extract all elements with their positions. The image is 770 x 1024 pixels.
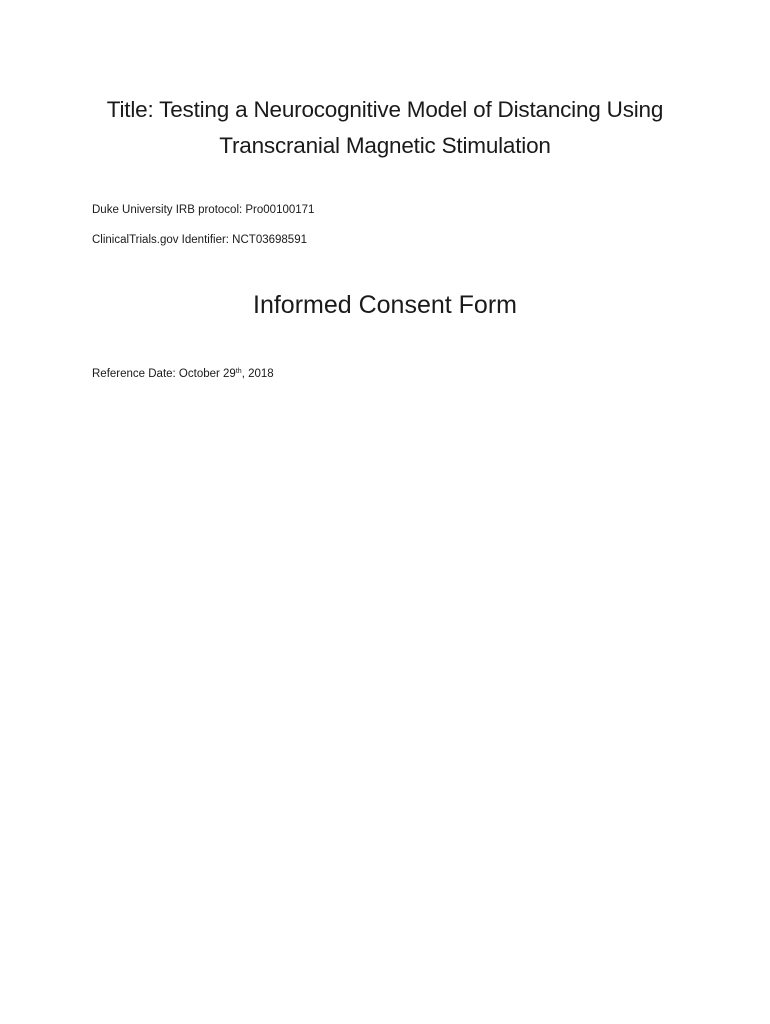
reference-date-prefix: Reference Date: October 29 xyxy=(92,368,236,380)
title-line-2: Transcranial Magnetic Stimulation xyxy=(219,133,551,158)
reference-date-superscript: th xyxy=(235,368,242,375)
clinical-trials-identifier: ClinicalTrials.gov Identifier: NCT03698591 xyxy=(92,234,307,246)
title-line-1: Title: Testing a Neurocognitive Model of Distancing Using xyxy=(106,97,664,122)
reference-date xyxy=(92,366,274,382)
document-title xyxy=(40,92,730,164)
reference-date-suffix: , 2018 xyxy=(241,368,274,380)
irb-protocol: Duke University IRB protocol: Pro00100171 xyxy=(92,204,315,216)
form-heading: Informed Consent Form xyxy=(253,291,517,319)
